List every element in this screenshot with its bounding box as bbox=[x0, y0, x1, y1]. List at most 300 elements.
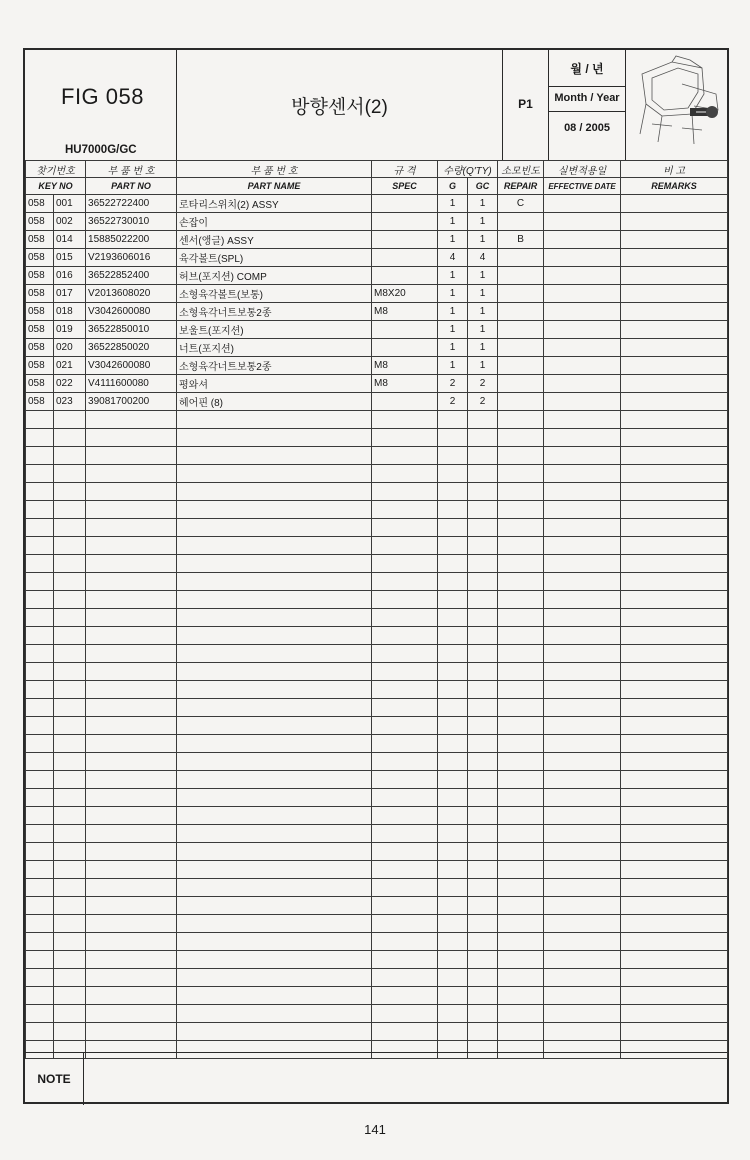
cell-part-no bbox=[86, 951, 177, 969]
cell-key: 001 bbox=[54, 195, 86, 213]
cell-fig bbox=[26, 717, 54, 735]
cell-fig bbox=[26, 987, 54, 1005]
cell-g bbox=[438, 429, 468, 447]
parts-table-body bbox=[26, 195, 728, 1059]
cell-remarks bbox=[621, 609, 728, 627]
cell-spec: M8 bbox=[372, 375, 438, 393]
cell-eff bbox=[544, 285, 621, 303]
cell-fig bbox=[26, 879, 54, 897]
cell-fig bbox=[26, 411, 54, 429]
cell-part-no bbox=[86, 591, 177, 609]
cell-spec bbox=[372, 393, 438, 411]
cell-name bbox=[177, 1005, 372, 1023]
cell-repair bbox=[498, 627, 544, 645]
cell-eff bbox=[544, 213, 621, 231]
blank-row bbox=[26, 717, 728, 735]
cell-eff bbox=[544, 537, 621, 555]
cell-remarks bbox=[621, 573, 728, 591]
cell-fig bbox=[26, 1005, 54, 1023]
cell-fig bbox=[26, 591, 54, 609]
cell-repair bbox=[498, 609, 544, 627]
cell-name bbox=[177, 969, 372, 987]
cell-spec bbox=[372, 609, 438, 627]
cell-fig: 058 bbox=[26, 195, 54, 213]
cell-remarks bbox=[621, 753, 728, 771]
cell-key bbox=[54, 825, 86, 843]
cell-key bbox=[54, 681, 86, 699]
blank-row bbox=[26, 861, 728, 879]
cell-name: 소형육각볼트(보통) bbox=[177, 285, 372, 303]
cell-eff bbox=[544, 447, 621, 465]
table-row bbox=[26, 213, 728, 231]
cell-fig bbox=[26, 915, 54, 933]
model-name: HU7000G/GC bbox=[65, 144, 137, 156]
cell-repair bbox=[498, 717, 544, 735]
cell-spec bbox=[372, 699, 438, 717]
cell-g bbox=[438, 645, 468, 663]
cell-spec bbox=[372, 645, 438, 663]
cell-spec bbox=[372, 897, 438, 915]
page-cell bbox=[503, 50, 549, 160]
cell-g bbox=[438, 789, 468, 807]
table-row bbox=[26, 375, 728, 393]
cell-fig bbox=[26, 825, 54, 843]
cell-key bbox=[54, 717, 86, 735]
cell-gc: 1 bbox=[468, 357, 498, 375]
cell-g bbox=[438, 861, 468, 879]
cell-eff bbox=[544, 501, 621, 519]
blank-row bbox=[26, 897, 728, 915]
cell-eff bbox=[544, 681, 621, 699]
cell-spec bbox=[372, 267, 438, 285]
cell-eff bbox=[544, 555, 621, 573]
cell-gc bbox=[468, 591, 498, 609]
blank-row bbox=[26, 753, 728, 771]
cell-repair bbox=[498, 465, 544, 483]
cell-gc bbox=[468, 465, 498, 483]
cell-name bbox=[177, 771, 372, 789]
cell-spec bbox=[372, 825, 438, 843]
blank-row bbox=[26, 429, 728, 447]
cell-name bbox=[177, 717, 372, 735]
cell-repair bbox=[498, 843, 544, 861]
cell-part-no: V3042600080 bbox=[86, 357, 177, 375]
cell-part-no bbox=[86, 411, 177, 429]
cell-repair bbox=[498, 681, 544, 699]
cell-remarks bbox=[621, 915, 728, 933]
cell-g: 1 bbox=[438, 195, 468, 213]
cell-repair bbox=[498, 501, 544, 519]
cell-fig bbox=[26, 429, 54, 447]
cell-key bbox=[54, 699, 86, 717]
cell-part-no bbox=[86, 987, 177, 1005]
cell-g bbox=[438, 933, 468, 951]
cell-part-no: V4111600080 bbox=[86, 375, 177, 393]
cell-name bbox=[177, 915, 372, 933]
cell-fig: 058 bbox=[26, 375, 54, 393]
col-part-no-korean: 부 품 번 호 bbox=[86, 161, 177, 178]
cell-gc bbox=[468, 537, 498, 555]
col-remarks-korean: 비 고 bbox=[621, 161, 728, 178]
cell-key: 015 bbox=[54, 249, 86, 267]
cell-g: 1 bbox=[438, 357, 468, 375]
cell-fig bbox=[26, 537, 54, 555]
cell-name: 소형육각너트보통2종 bbox=[177, 303, 372, 321]
cell-spec bbox=[372, 1023, 438, 1041]
cell-eff bbox=[544, 393, 621, 411]
cell-spec bbox=[372, 321, 438, 339]
cell-repair bbox=[498, 1005, 544, 1023]
cell-spec bbox=[372, 627, 438, 645]
cell-g bbox=[438, 663, 468, 681]
cell-gc bbox=[468, 429, 498, 447]
cell-name bbox=[177, 987, 372, 1005]
cell-name bbox=[177, 879, 372, 897]
blank-row bbox=[26, 555, 728, 573]
cell-repair bbox=[498, 663, 544, 681]
date-cell bbox=[549, 50, 626, 160]
cell-repair bbox=[498, 483, 544, 501]
cell-repair bbox=[498, 861, 544, 879]
cell-repair bbox=[498, 357, 544, 375]
cell-eff bbox=[544, 933, 621, 951]
cell-remarks bbox=[621, 681, 728, 699]
cell-repair bbox=[498, 915, 544, 933]
cell-g bbox=[438, 879, 468, 897]
cell-name: 너트(포지션) bbox=[177, 339, 372, 357]
cell-spec bbox=[372, 771, 438, 789]
cell-g bbox=[438, 969, 468, 987]
cell-remarks bbox=[621, 357, 728, 375]
cell-part-no bbox=[86, 789, 177, 807]
cell-eff bbox=[544, 807, 621, 825]
cell-name bbox=[177, 825, 372, 843]
cell-key bbox=[54, 1023, 86, 1041]
cell-g bbox=[438, 501, 468, 519]
cell-key: 023 bbox=[54, 393, 86, 411]
cell-gc bbox=[468, 987, 498, 1005]
cell-remarks bbox=[621, 285, 728, 303]
cell-g: 1 bbox=[438, 285, 468, 303]
cell-part-no bbox=[86, 465, 177, 483]
cell-fig bbox=[26, 789, 54, 807]
cell-eff bbox=[544, 429, 621, 447]
cell-g bbox=[438, 447, 468, 465]
cell-g: 1 bbox=[438, 267, 468, 285]
cell-g bbox=[438, 483, 468, 501]
cell-gc: 2 bbox=[468, 393, 498, 411]
blank-row bbox=[26, 915, 728, 933]
cell-part-no bbox=[86, 969, 177, 987]
cell-spec bbox=[372, 807, 438, 825]
cell-g bbox=[438, 735, 468, 753]
cell-spec bbox=[372, 429, 438, 447]
cell-repair bbox=[498, 735, 544, 753]
cell-remarks bbox=[621, 879, 728, 897]
cell-key: 014 bbox=[54, 231, 86, 249]
cell-part-no bbox=[86, 501, 177, 519]
cell-remarks bbox=[621, 663, 728, 681]
blank-row bbox=[26, 591, 728, 609]
cell-spec bbox=[372, 969, 438, 987]
cell-part-no bbox=[86, 1005, 177, 1023]
cell-part-no bbox=[86, 573, 177, 591]
cell-eff bbox=[544, 321, 621, 339]
cell-repair bbox=[498, 249, 544, 267]
cell-gc bbox=[468, 717, 498, 735]
cell-remarks bbox=[621, 555, 728, 573]
cell-gc: 1 bbox=[468, 267, 498, 285]
cell-name: 손잡이 bbox=[177, 213, 372, 231]
table-row bbox=[26, 285, 728, 303]
cell-eff bbox=[544, 357, 621, 375]
cell-eff bbox=[544, 465, 621, 483]
cell-g bbox=[438, 951, 468, 969]
cell-part-no bbox=[86, 717, 177, 735]
cell-key bbox=[54, 807, 86, 825]
date-label-english: Month / Year bbox=[549, 86, 625, 112]
table-row bbox=[26, 249, 728, 267]
cell-gc bbox=[468, 609, 498, 627]
cell-name bbox=[177, 501, 372, 519]
blank-row bbox=[26, 843, 728, 861]
cell-name bbox=[177, 1023, 372, 1041]
cell-spec bbox=[372, 861, 438, 879]
cell-repair bbox=[498, 933, 544, 951]
cell-fig bbox=[26, 933, 54, 951]
cell-g: 1 bbox=[438, 339, 468, 357]
cell-remarks bbox=[621, 861, 728, 879]
cell-gc bbox=[468, 447, 498, 465]
cell-eff bbox=[544, 843, 621, 861]
cell-name bbox=[177, 627, 372, 645]
cell-eff bbox=[544, 699, 621, 717]
cell-g bbox=[438, 681, 468, 699]
cell-name bbox=[177, 555, 372, 573]
date-value: 08 / 2005 bbox=[564, 122, 610, 134]
cell-key bbox=[54, 663, 86, 681]
cell-fig bbox=[26, 771, 54, 789]
cell-fig bbox=[26, 897, 54, 915]
cell-remarks bbox=[621, 951, 728, 969]
cell-remarks bbox=[621, 807, 728, 825]
col-part-no-english: PART NO bbox=[86, 178, 177, 195]
blank-row bbox=[26, 951, 728, 969]
cell-remarks bbox=[621, 789, 728, 807]
cell-gc bbox=[468, 933, 498, 951]
cell-spec bbox=[372, 987, 438, 1005]
cell-key: 018 bbox=[54, 303, 86, 321]
cell-eff bbox=[544, 771, 621, 789]
cell-key bbox=[54, 429, 86, 447]
cell-eff bbox=[544, 303, 621, 321]
cell-spec bbox=[372, 501, 438, 519]
cell-part-no bbox=[86, 753, 177, 771]
cell-eff bbox=[544, 861, 621, 879]
cell-eff bbox=[544, 609, 621, 627]
cell-remarks bbox=[621, 501, 728, 519]
cell-name bbox=[177, 537, 372, 555]
cell-fig bbox=[26, 951, 54, 969]
table-row bbox=[26, 195, 728, 213]
cell-spec bbox=[372, 951, 438, 969]
cell-gc: 2 bbox=[468, 375, 498, 393]
cell-gc: 1 bbox=[468, 195, 498, 213]
cell-repair bbox=[498, 429, 544, 447]
cell-fig bbox=[26, 483, 54, 501]
note-area bbox=[25, 1052, 727, 1105]
cell-key bbox=[54, 627, 86, 645]
cell-name bbox=[177, 861, 372, 879]
cell-spec bbox=[372, 717, 438, 735]
cell-fig bbox=[26, 645, 54, 663]
cell-spec bbox=[372, 735, 438, 753]
cell-remarks bbox=[621, 627, 728, 645]
cell-fig: 058 bbox=[26, 339, 54, 357]
cell-remarks bbox=[621, 933, 728, 951]
cell-fig bbox=[26, 447, 54, 465]
cell-remarks bbox=[621, 447, 728, 465]
cell-fig: 058 bbox=[26, 213, 54, 231]
cell-gc bbox=[468, 483, 498, 501]
cell-key bbox=[54, 969, 86, 987]
cell-key bbox=[54, 897, 86, 915]
cell-eff bbox=[544, 267, 621, 285]
cell-eff bbox=[544, 825, 621, 843]
cell-gc bbox=[468, 663, 498, 681]
cell-spec bbox=[372, 573, 438, 591]
parts-table bbox=[25, 160, 728, 1059]
cell-fig bbox=[26, 663, 54, 681]
col-qty-korean: 수량(Q'TY) bbox=[438, 161, 498, 178]
cell-spec bbox=[372, 231, 438, 249]
cell-part-no bbox=[86, 645, 177, 663]
cell-g bbox=[438, 1005, 468, 1023]
cell-gc: 4 bbox=[468, 249, 498, 267]
cell-part-no bbox=[86, 609, 177, 627]
cell-fig: 058 bbox=[26, 393, 54, 411]
cell-part-no: V2013608020 bbox=[86, 285, 177, 303]
cell-eff bbox=[544, 663, 621, 681]
cell-key bbox=[54, 987, 86, 1005]
cell-fig: 058 bbox=[26, 267, 54, 285]
cell-gc bbox=[468, 645, 498, 663]
cell-spec bbox=[372, 537, 438, 555]
cell-part-no bbox=[86, 429, 177, 447]
cell-repair bbox=[498, 789, 544, 807]
cell-g bbox=[438, 897, 468, 915]
cell-gc bbox=[468, 1023, 498, 1041]
cell-g bbox=[438, 627, 468, 645]
cell-part-no bbox=[86, 771, 177, 789]
cell-part-no bbox=[86, 861, 177, 879]
cell-repair: C bbox=[498, 195, 544, 213]
cell-fig bbox=[26, 843, 54, 861]
cell-key: 022 bbox=[54, 375, 86, 393]
cell-part-no: 39081700200 bbox=[86, 393, 177, 411]
cell-repair bbox=[498, 393, 544, 411]
page-label: P1 bbox=[518, 97, 533, 111]
thumbnail-cell bbox=[626, 50, 729, 160]
cell-gc bbox=[468, 501, 498, 519]
cell-key bbox=[54, 879, 86, 897]
col-effective-korean: 실변적용일 bbox=[544, 161, 621, 178]
machine-thumbnail-image bbox=[632, 54, 724, 154]
cell-spec bbox=[372, 447, 438, 465]
cell-key bbox=[54, 843, 86, 861]
blank-row bbox=[26, 825, 728, 843]
cell-repair bbox=[498, 987, 544, 1005]
cell-key bbox=[54, 447, 86, 465]
cell-eff bbox=[544, 735, 621, 753]
cell-remarks bbox=[621, 465, 728, 483]
cell-gc bbox=[468, 843, 498, 861]
cell-repair bbox=[498, 267, 544, 285]
cell-part-no bbox=[86, 879, 177, 897]
cell-name: 평와셔 bbox=[177, 375, 372, 393]
cell-eff bbox=[544, 789, 621, 807]
cell-remarks bbox=[621, 411, 728, 429]
cell-remarks bbox=[621, 483, 728, 501]
cell-part-no bbox=[86, 1023, 177, 1041]
cell-fig bbox=[26, 753, 54, 771]
cell-repair bbox=[498, 1023, 544, 1041]
cell-gc: 1 bbox=[468, 339, 498, 357]
blank-row bbox=[26, 627, 728, 645]
cell-g bbox=[438, 609, 468, 627]
cell-eff bbox=[544, 717, 621, 735]
cell-key: 020 bbox=[54, 339, 86, 357]
cell-g: 1 bbox=[438, 231, 468, 249]
cell-part-no bbox=[86, 807, 177, 825]
cell-spec bbox=[372, 879, 438, 897]
cell-g bbox=[438, 825, 468, 843]
cell-spec bbox=[372, 915, 438, 933]
cell-spec bbox=[372, 519, 438, 537]
cell-g bbox=[438, 915, 468, 933]
cell-repair bbox=[498, 447, 544, 465]
cell-name bbox=[177, 447, 372, 465]
cell-name bbox=[177, 663, 372, 681]
cell-name bbox=[177, 735, 372, 753]
cell-fig bbox=[26, 573, 54, 591]
cell-part-no bbox=[86, 933, 177, 951]
cell-name: 로타리스위치(2) ASSY bbox=[177, 195, 372, 213]
cell-eff bbox=[544, 969, 621, 987]
cell-remarks bbox=[621, 519, 728, 537]
blank-row bbox=[26, 879, 728, 897]
blank-row bbox=[26, 663, 728, 681]
cell-part-no bbox=[86, 555, 177, 573]
cell-g: 2 bbox=[438, 375, 468, 393]
cell-gc bbox=[468, 1005, 498, 1023]
cell-remarks bbox=[621, 699, 728, 717]
cell-key: 019 bbox=[54, 321, 86, 339]
col-remarks-english: REMARKS bbox=[621, 178, 728, 195]
blank-row bbox=[26, 699, 728, 717]
cell-repair bbox=[498, 573, 544, 591]
cell-fig bbox=[26, 699, 54, 717]
cell-g bbox=[438, 519, 468, 537]
cell-g bbox=[438, 987, 468, 1005]
cell-fig bbox=[26, 735, 54, 753]
table-row bbox=[26, 321, 728, 339]
cell-remarks bbox=[621, 645, 728, 663]
cell-name bbox=[177, 843, 372, 861]
cell-remarks bbox=[621, 339, 728, 357]
cell-gc bbox=[468, 411, 498, 429]
cell-part-no bbox=[86, 825, 177, 843]
